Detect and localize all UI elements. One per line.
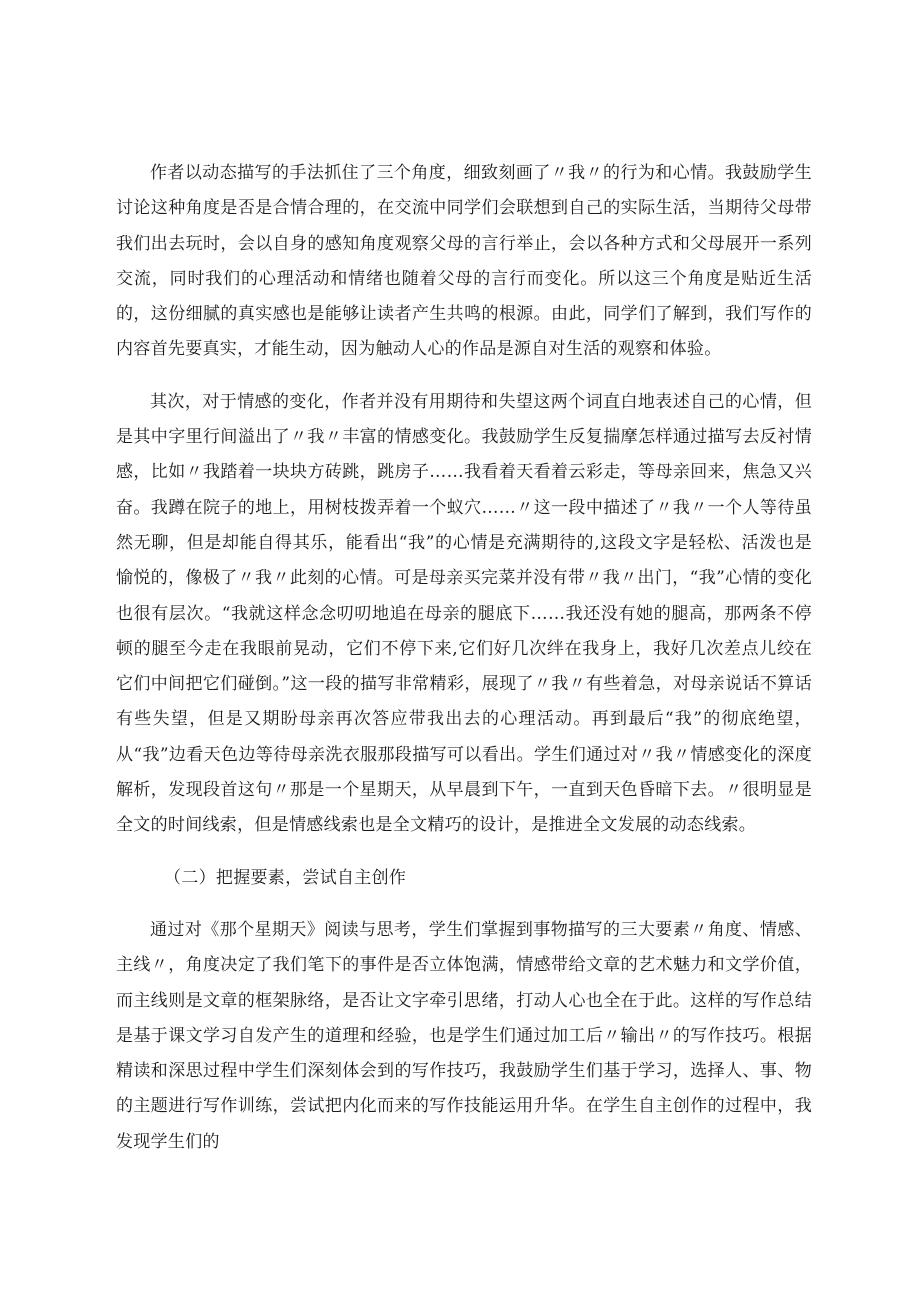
document-page xyxy=(116,156,812,1160)
body-paragraph-1: 作者以动态描写的手法抓住了三个角度，细致刻画了〃我〃的行为和心情。我鼓励学生讨论这种角度是否是合情合理的，在交流中同学们会联想到自己的实际生活，当期待父母带我们出去玩时，会以自身的感知角度观察父母的言行举止，会以各种方式和父母展开一系列交流，同时我们的心理活动和情绪也随着父母的言行而变化。所以这三个角度是贴近生活的，这份细腻的真实感也是能够让读者产生共鸣的根源。由此，同学们了解到，我们写作的内容首先要真实，才能生动，因为触动人心的作品是源自对生活的观察和体验。 xyxy=(116,163,812,360)
body-paragraph-2: 其次，对于情感的变化，作者并没有用期待和失望这两个词直白地表述自己的心情，但是其中字里行间溢出了〃我〃丰富的情感变化。我鼓励学生反复揣摩怎样通过描写去反衬情感，比如〃我踏着一块块方砖跳，跳房子……我看着天看着云彩走，等母亲回来，焦急又兴奋。我蹲在院子的地上，用树枝拨弄着一个蚁穴……〃这一段中描述了〃我〃一个人等待虽然无聊，但是却能自得其乐，能看出“我”的心情是充满期待的,这段文字是轻松、活泼也是愉悦的，像极了〃我〃此刻的心情。可是母亲买完菜并没有带〃我〃出门，“我”心情的变化也很有层次。“我就这样念念叨叨地追在母亲的腿底下……我还没有她的腿高，那两条不停顿的腿至今走在我眼前晃动，它们不停下来,它们好几次绊在我身上，我好几次差点儿绞在它们中间把它们碰倒。”这一段的描写非常精彩，展现了〃我〃有些着急，对母亲说话不算话有些失望，但是又期盼母亲再次答应带我出去的心理活动。再到最后“我”的彻底绝望，从“我”边看天色边等待母亲洗衣服那段描写可以看出。学生们通过对〃我〃情感变化的深度解析，发现段首这句〃那是一个星期天，从早晨到下午，一直到天色昏暗下去。〃很明显是全文的时间线索，但是情感线索也是全文精巧的设计，是推进全文发展的动态线索。 xyxy=(116,391,812,836)
section-heading: （二）把握要素，尝试自主创作 xyxy=(164,867,407,888)
body-paragraph-3: 通过对《那个星期天》阅读与思考，学生们掌握到事物描写的三大要素〃角度、情感、主线〃，角度决定了我们笔下的事件是否立体饱满，情感带给文章的艺术魅力和文学价值，而主线则是文章的框架脉络，是否让文字牵引思绪，打动人心也全在于此。这样的写作总结是基于课文学习自发产生的道理和经验，也是学生们通过加工后〃输出〃的写作技巧。根据精读和深思过程中学生们深刻体会到的写作技巧，我鼓励学生们基于学习，选择人、事、物的主题进行写作训练，尝试把内化而来的写作技能运用升华。在学生自主创作的过程中，我发现学生们的 xyxy=(116,919,812,1152)
